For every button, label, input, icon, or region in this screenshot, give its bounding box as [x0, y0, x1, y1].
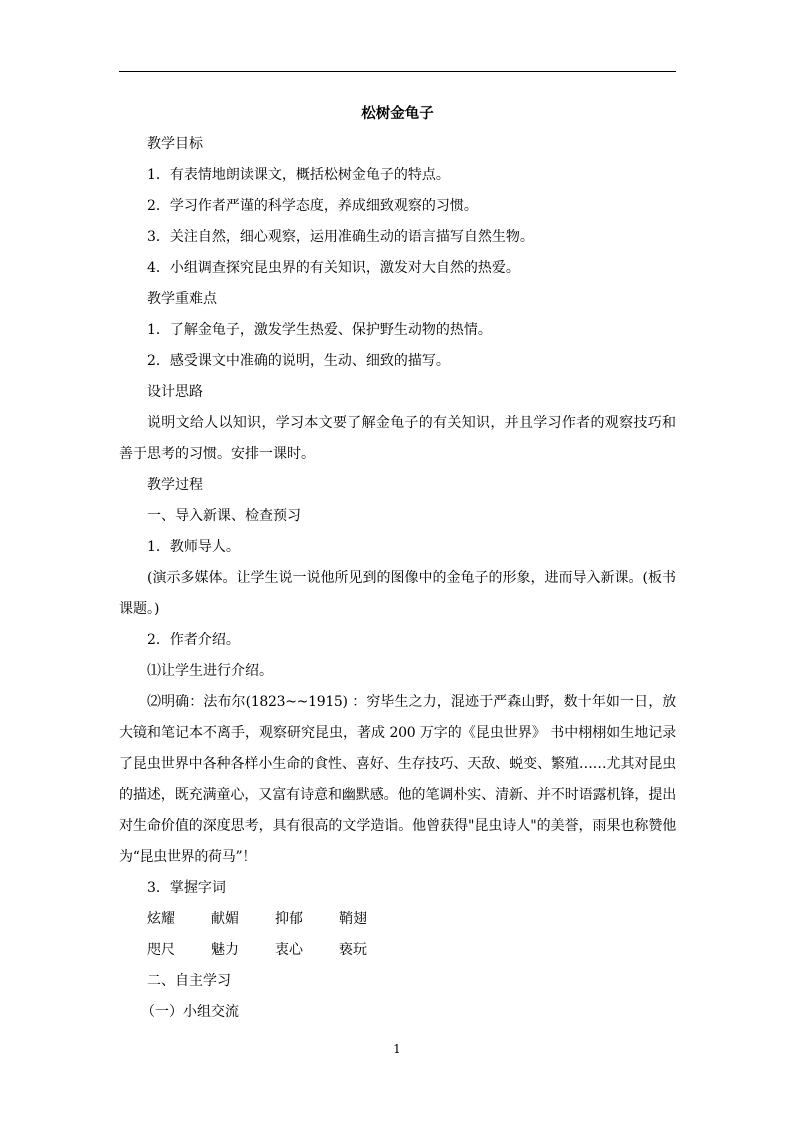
- vocab-word: 咫尺: [147, 942, 175, 958]
- document-title: 松树金龟子: [361, 105, 434, 122]
- page-number: 1: [393, 1042, 401, 1056]
- section-2-heading: 二、自主学习: [147, 973, 231, 989]
- design-paragraph: 说明文给人以知识，学习本文要了解金龟子的有关知识，并且学习作者的观察技巧和善于思考的习惯。安排一课时。: [119, 415, 676, 462]
- step-3-heading: 3．掌握字词: [147, 880, 226, 896]
- section-1-heading: 一、导入新课、检查预习: [147, 508, 301, 524]
- vocab-word: 魅力: [211, 942, 239, 958]
- vocab-word: 衷心: [275, 942, 303, 958]
- key-points-heading: 教学重难点: [147, 291, 217, 307]
- vocab-row-1: [119, 904, 676, 935]
- vocab-word: 亵玩: [339, 942, 367, 958]
- vocab-word: 抑郁: [275, 911, 303, 927]
- step-2-paragraph: ⑵明确：法布尔(1823~~1915) ：穷毕生之力，混迹于严森山野，数十年如一日，放大镜和笔记本不离手，观察研究昆虫，著成 200 万字的《昆虫世界》 书中栩栩如生地记录了昆虫世界中各种各样小生命的食性、喜好、生存技巧、天敌、蜕变、繁殖……尤其对昆虫的描述，既充满童心，又富有诗意和幽默感。他的笔调朴实、清新、并不时语露机锋，提出对生命价值的深度思考，具有很高的文学造诣。他曾获得"昆虫诗人"的美誉，雨果也称赞他为“昆虫世界的荷马”！: [119, 694, 676, 865]
- key-point-2: 2．感受课文中准确的说明，生动、细致的描写。: [147, 353, 450, 369]
- step-2-heading: 2．作者介绍。: [147, 632, 240, 648]
- key-point-1: 1．了解金龟子，激发学生热爱、保护野生动物的热情。: [147, 322, 492, 338]
- step-1-paragraph: (演示多媒体。让学生说一说他所见到的图像中的金龟子的形象，进而导入新课。(板书课题。): [119, 570, 676, 617]
- document-body: [119, 98, 676, 1028]
- vocab-row-2: [119, 935, 676, 966]
- goal-item-4: 4．小组调查探究昆虫界的有关知识，激发对大自然的热爱。: [147, 260, 520, 276]
- design-heading: 设计思路: [147, 384, 203, 400]
- process-heading: 教学过程: [147, 477, 203, 493]
- vocab-word: 献媚: [211, 911, 239, 927]
- goals-heading: 教学目标: [147, 136, 203, 152]
- step-1-heading: 1．教师导人。: [147, 539, 240, 555]
- goal-item-3: 3．关注自然，细心观察，运用准确生动的语言描写自然生物。: [147, 229, 534, 245]
- goal-item-1: 1．有表情地朗读课文，概括松树金龟子的特点。: [147, 167, 450, 183]
- step-2-sub-1: ⑴让学生进行介绍。: [147, 663, 273, 679]
- header-rule: [119, 71, 676, 72]
- section-2-sub-1: （一）小组交流: [141, 1004, 239, 1020]
- vocab-word: 鞘翅: [339, 911, 367, 927]
- goal-item-2: 2．学习作者严谨的科学态度，养成细致观察的习惯。: [147, 198, 478, 214]
- vocab-word: 炫耀: [147, 911, 175, 927]
